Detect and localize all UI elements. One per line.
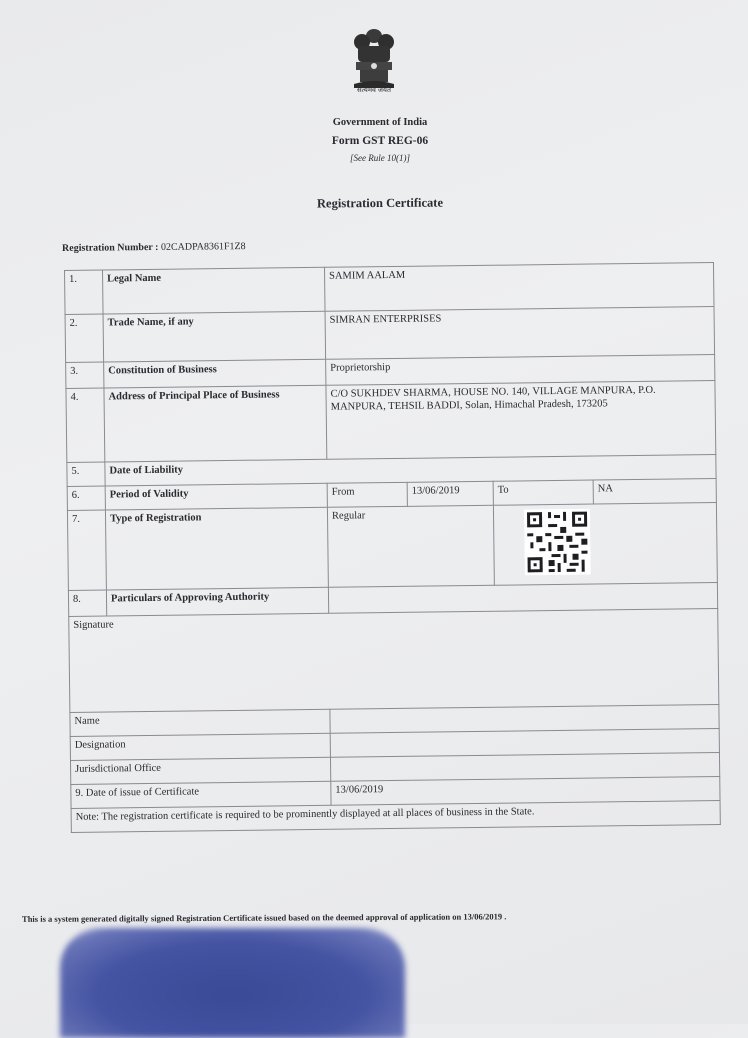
- row-label: Particulars of Approving Authority: [106, 587, 328, 616]
- certificate-title: Registration Certificate: [316, 195, 444, 211]
- emblem-caption: सत्यमेव जयते: [357, 86, 391, 94]
- row-label: Address of Principal Place of Business: [104, 385, 327, 462]
- rule-reference: [See Rule 10(1)]: [350, 153, 410, 163]
- row-value: Proprietorship: [326, 355, 715, 386]
- row-number: 4.: [66, 388, 105, 462]
- row-number: 8.: [68, 590, 106, 616]
- signature-row: [69, 609, 719, 713]
- certificate-table: [64, 262, 721, 833]
- row-number: 1.: [65, 270, 104, 314]
- registration-number: [62, 241, 246, 254]
- validity-from-value: 13/06/2019: [407, 481, 493, 506]
- table-row: [65, 307, 715, 363]
- row-value: SIMRAN ENTERPRISES: [325, 307, 715, 360]
- row-label: Date of Liability: [105, 455, 716, 486]
- government-heading: Government of India: [332, 117, 428, 128]
- row-number: 7.: [67, 510, 106, 590]
- row-number: 3.: [66, 362, 104, 388]
- qr-cell: [493, 503, 717, 586]
- row-value: SAMIM AALAM: [324, 263, 714, 312]
- row-label: Legal Name: [103, 267, 326, 314]
- footer-statement: This is a system generated digitally signed Registration Certificate issued based on the deemed approval of application on 13/06/2019 .: [21, 911, 507, 924]
- row-label: Type of Registration: [105, 507, 328, 590]
- row-number: 6.: [67, 486, 105, 510]
- row-number: 5.: [67, 462, 105, 486]
- note-text: Note: The registration certificate is required to be prominently displayed at all places of business in the State.: [71, 801, 720, 833]
- row-label: Trade Name, if any: [103, 311, 326, 362]
- validity-to-label: To: [493, 480, 593, 505]
- row-label: Constitution of Business: [104, 359, 326, 388]
- row-number: 2.: [65, 314, 104, 362]
- validity-to-value: NA: [593, 479, 716, 505]
- issue-date-label: 9. Date of issue of Certificate: [71, 781, 331, 808]
- table-row: [67, 503, 717, 591]
- authority-designation-label: Designation: [70, 733, 330, 760]
- validity-from-label: From: [327, 482, 407, 507]
- table-row: [66, 381, 716, 463]
- signature-label: Signature: [69, 609, 719, 713]
- qr-code-icon: [524, 509, 591, 576]
- authority-name-label: Name: [70, 709, 330, 736]
- thumb-obstruction: [60, 928, 405, 1038]
- row-value: C/O SUKHDEV SHARMA, HOUSE NO. 140, VILLAGE MANPURA, P.O. MANPURA, TEHSIL BADDI, Solan, Himachal Pradesh, 173205: [326, 381, 716, 460]
- table-row: [65, 263, 714, 315]
- jurisdictional-office-label: Jurisdictional Office: [70, 757, 330, 784]
- registration-number-label: Registration Number :: [61, 241, 159, 254]
- row-value: Regular: [327, 505, 494, 587]
- form-heading: Form GST REG-06: [331, 135, 429, 147]
- registration-number-value: 02CADPA8361F1Z8: [160, 241, 246, 253]
- issue-date-value: 13/06/2019: [331, 777, 720, 806]
- row-label: Period of Validity: [105, 483, 327, 510]
